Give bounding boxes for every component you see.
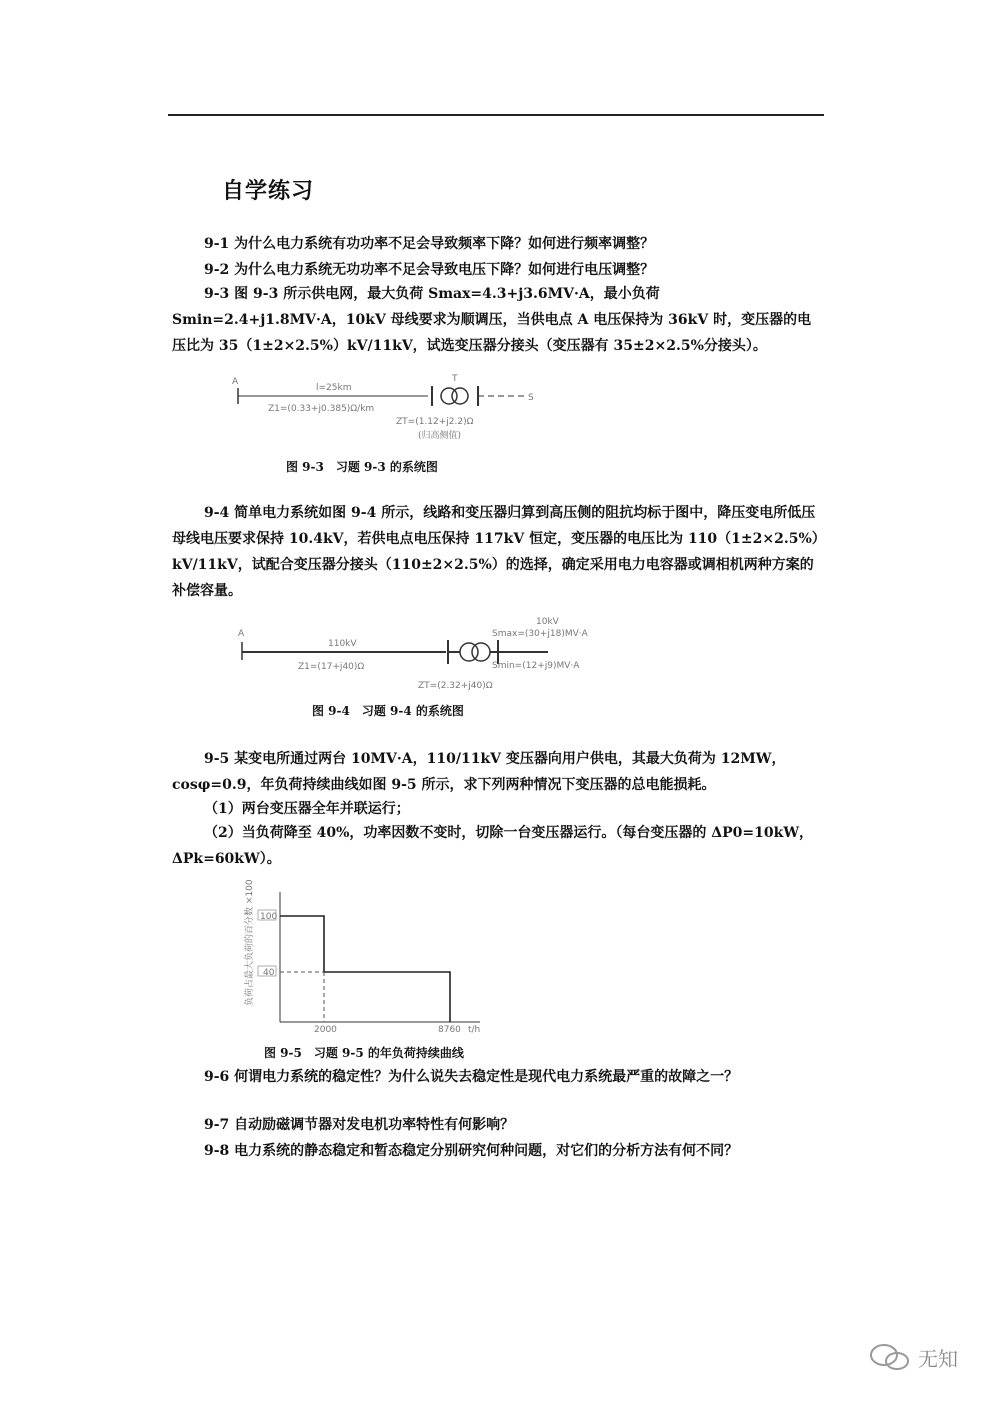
fig95-xlabel: t/h <box>468 1025 481 1035</box>
fig93-xfmr-impedance: ZT=(1.12+j2.2)Ω <box>396 417 474 427</box>
fig94-xfmr-impedance: ZT=(2.32+j40)Ω <box>418 681 493 691</box>
fig94-label-a: A <box>238 629 245 639</box>
question-9-5-case-1: （1）两台变压器全年并联运行； <box>204 801 410 817</box>
watermark <box>868 1342 958 1372</box>
fig93-label-a: A <box>232 377 239 387</box>
figure-9-5 <box>236 879 496 1036</box>
top-rule <box>168 114 824 116</box>
section-heading: 自学练习 <box>222 179 315 204</box>
fig95-ytick-100: 100 <box>260 912 278 922</box>
figure-9-3 <box>228 372 558 452</box>
fig95-load-curve <box>280 916 450 1022</box>
figure-9-3-caption: 图 9-3 习题 9-3 的系统图 <box>286 460 438 474</box>
fig93-label-t: T <box>452 374 458 384</box>
figure-9-4 <box>236 612 636 692</box>
fig94-smax: Smax=(30+j18)MV·A <box>492 629 588 639</box>
fig95-xtick-8760: 8760 <box>438 1025 461 1035</box>
fig94-bus-kv: 10kV <box>536 617 559 627</box>
question-9-6: 9-6 何谓电力系统的稳定性？为什么说失去稳定性是现代电力系统最严重的故障之一？ <box>204 1069 739 1085</box>
fig95-xtick-2000: 2000 <box>314 1025 337 1035</box>
question-9-3: 9-3 图 9-3 所示供电网，最大负荷 Smax=4.3+j3.6MV·A，最小负荷 Smin=2.4+j1.8MV·A，10kV 母线要求为顺调压，当供电点 A 电压保持为 36kV 时，变压器的电压比为 35（1±2×2.5%）kV/11kV，试选变压器分接头（变压器有 35±2×2.5%分接头）。 <box>172 286 812 354</box>
question-9-5: 9-5 某变电所通过两台 10MV·A，110/11kV 变压器向用户供电，其最大负荷为 12MW，cosφ=0.9，年负荷持续曲线如图 9-5 所示，求下列两种情况下变压器的总电能损耗。 <box>172 751 786 793</box>
fig94-line-kv: 110kV <box>328 639 357 649</box>
fig93-line-length: l=25km <box>316 383 352 393</box>
fig95-ytick-40: 40 <box>263 968 275 978</box>
fig95-ylabel: 负荷占最大负荷的百分数 ×100 <box>245 879 255 1006</box>
fig93-xfmr-note: (归高侧值) <box>418 431 462 441</box>
question-9-4: 9-4 简单电力系统如图 9-4 所示，线路和变压器归算到高压侧的阻抗均标于图中，降压变电所低压母线电压要求保持 10.4kV，若供电点电压保持 117kV 恒定，变压器的电压比为 110（1±2×2.5%）kV/11kV，试配合变压器分接头（110±2×2.5%）的选择，确定采用电力电容器或调相机两种方案的补偿容量。 <box>172 505 819 599</box>
figure-9-4-caption: 图 9-4 习题 9-4 的系统图 <box>312 704 464 718</box>
question-9-8: 9-8 电力系统的静态稳定和暂态稳定分别研究何种问题，对它们的分析方法有何不同？ <box>204 1143 739 1159</box>
wechat-icon <box>868 1342 912 1372</box>
question-9-2: 9-2 为什么电力系统无功功率不足会导致电压下降？如何进行电压调整？ <box>204 262 655 278</box>
figure-9-5-caption: 图 9-5 习题 9-5 的年负荷持续曲线 <box>264 1046 464 1060</box>
question-9-1: 9-1 为什么电力系统有功功率不足会导致频率下降？如何进行频率调整？ <box>204 236 655 252</box>
fig93-label-s: S <box>528 393 534 403</box>
watermark-text: 无知 <box>918 1346 958 1371</box>
question-9-7: 9-7 自动励磁调节器对发电机功率特性有何影响？ <box>204 1117 515 1133</box>
fig94-smin: Smin=(12+j9)MV·A <box>492 661 580 671</box>
fig93-line-impedance: Z1=(0.33+j0.385)Ω/km <box>268 404 375 414</box>
fig94-line-impedance: Z1=(17+j40)Ω <box>298 662 365 672</box>
question-9-5-case-2: （2）当负荷降至 40%，功率因数不变时，切除一台变压器运行。（每台变压器的 ΔP0=10kW，ΔPk=60kW）。 <box>172 825 814 867</box>
